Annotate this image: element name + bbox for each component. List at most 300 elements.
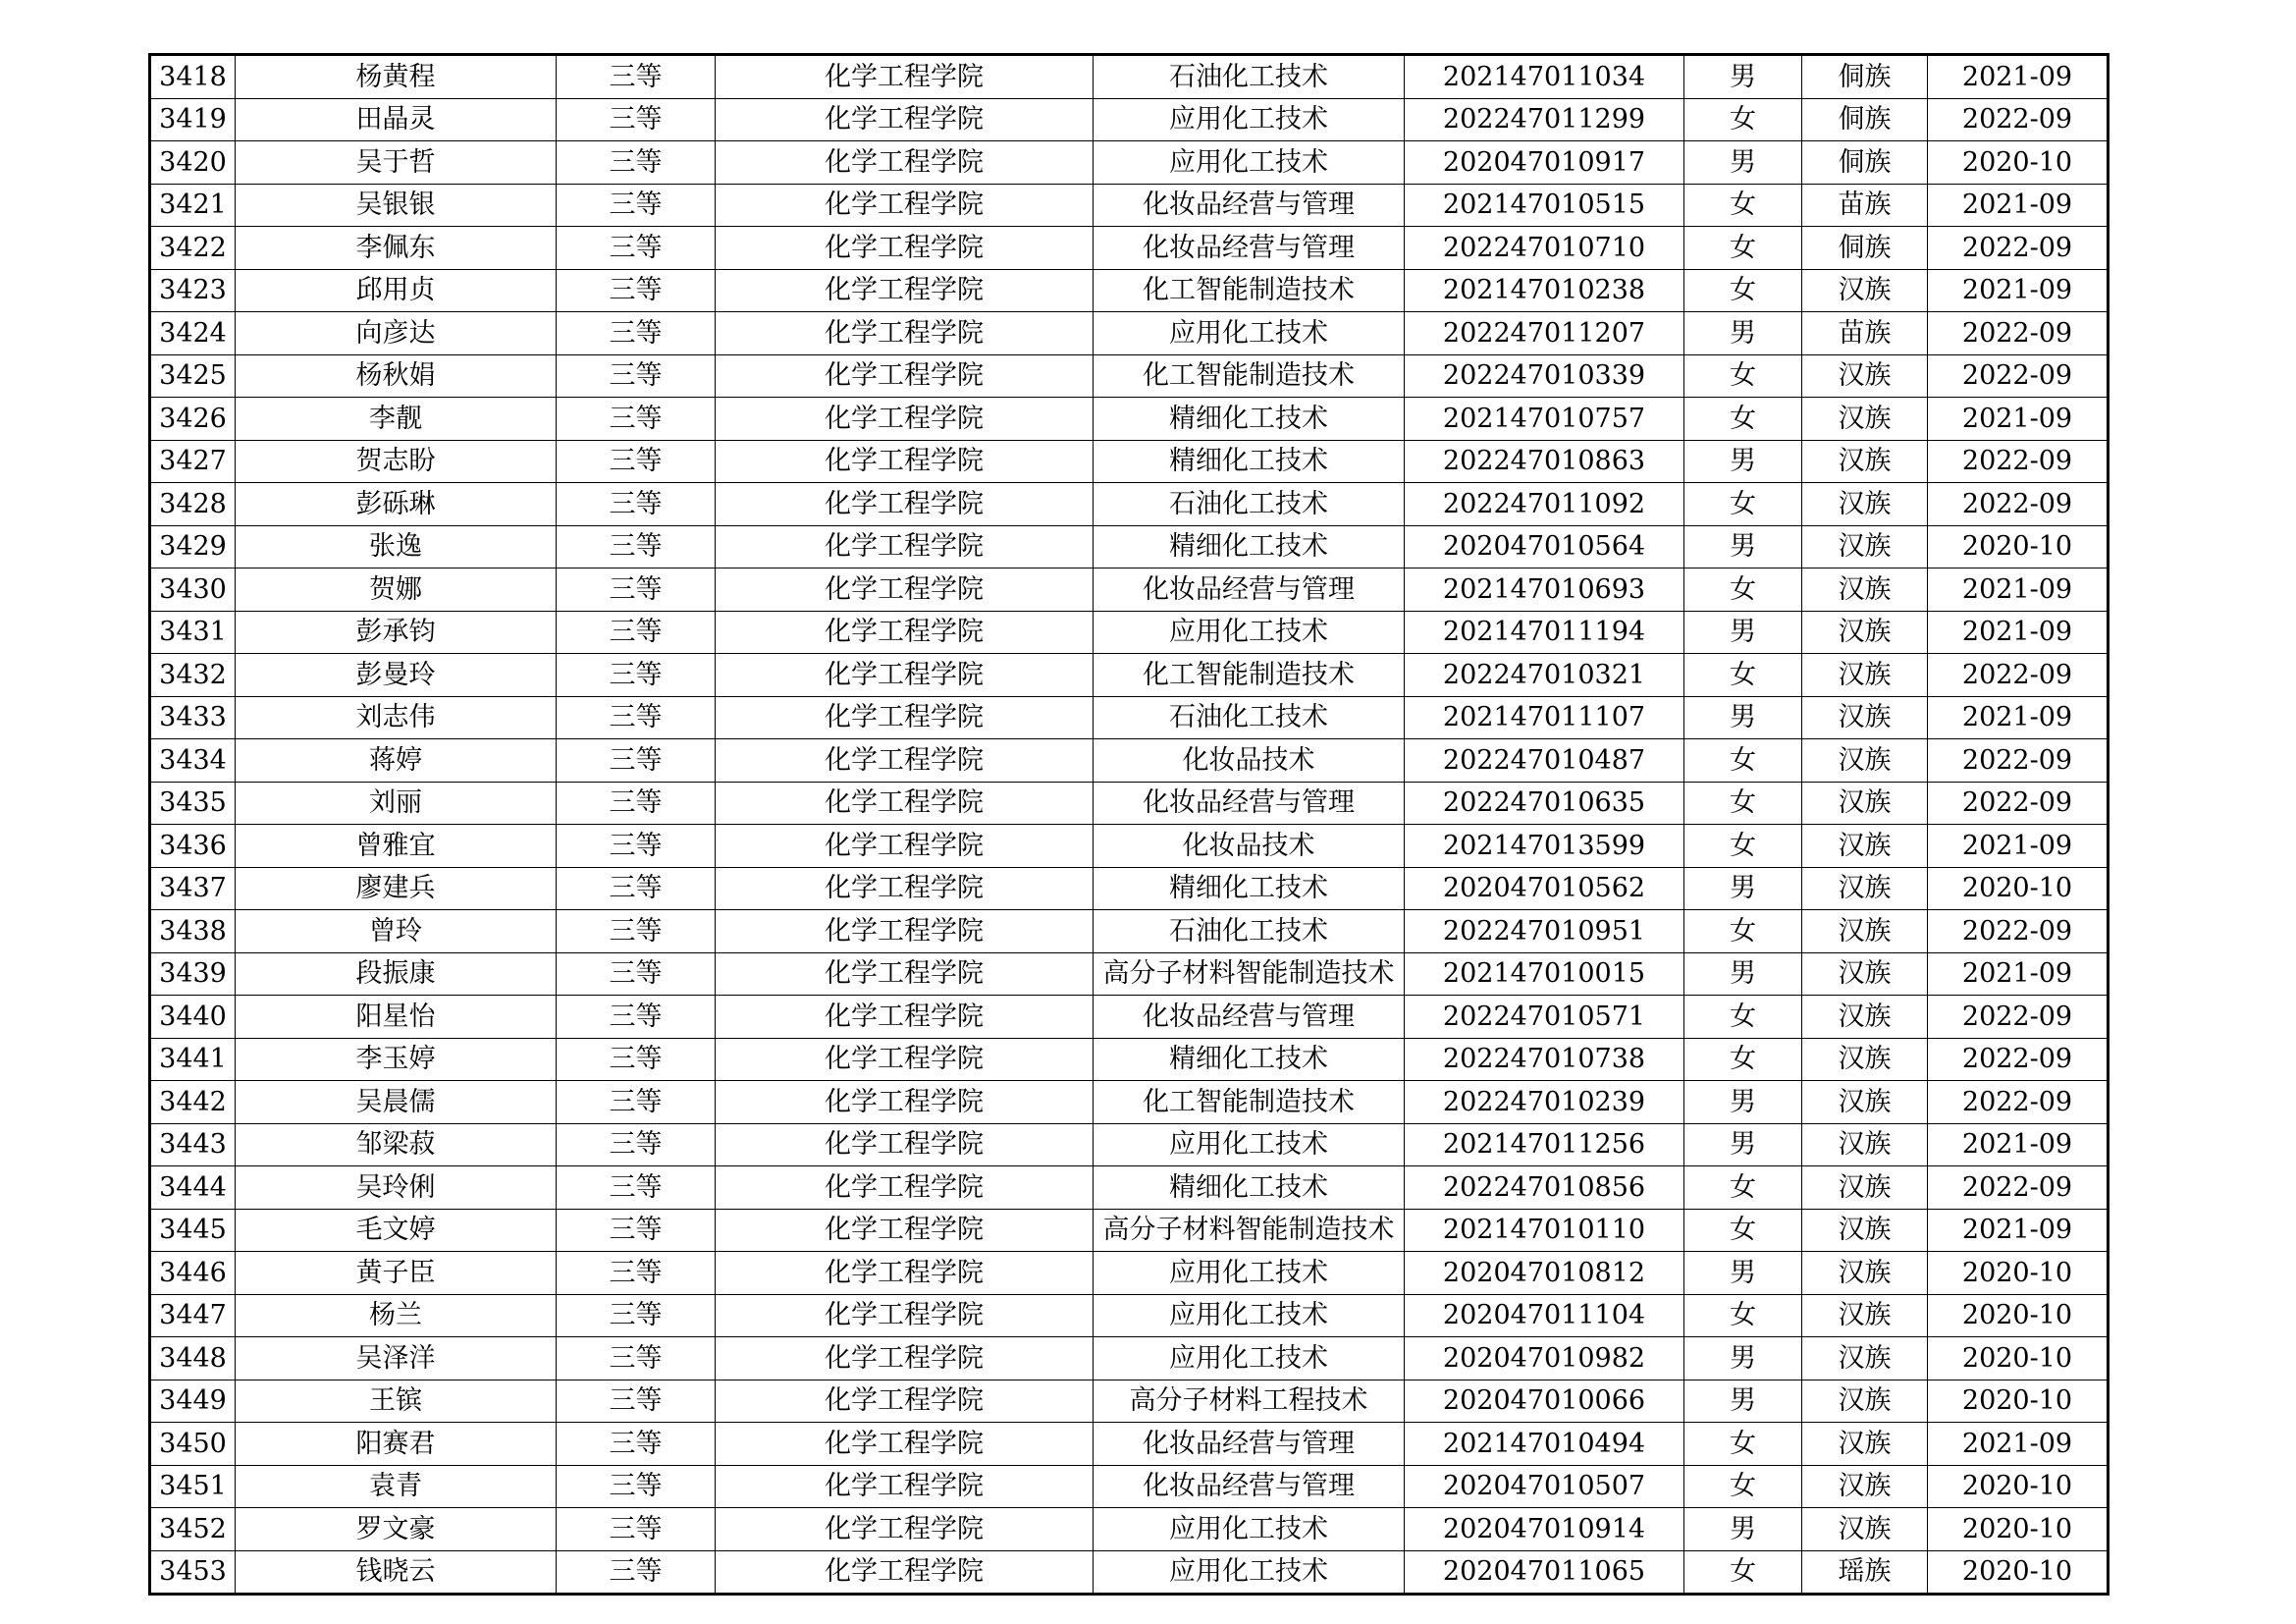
college-cell: 化学工程学院 <box>716 782 1094 825</box>
enrollment-date-cell: 2022-09 <box>1928 98 2109 141</box>
student-id-cell: 202247010951 <box>1405 910 1684 953</box>
award-level-cell: 三等 <box>557 55 716 99</box>
award-level-cell: 三等 <box>557 398 716 441</box>
gender-cell: 女 <box>1684 227 1802 270</box>
college-cell: 化学工程学院 <box>716 825 1094 868</box>
student-name-cell: 刘丽 <box>236 782 557 825</box>
award-level-cell: 三等 <box>557 141 716 185</box>
major-cell: 应用化工技术 <box>1094 1294 1405 1337</box>
enrollment-date-cell: 2021-09 <box>1928 184 2109 227</box>
serial-number-cell: 3450 <box>150 1423 236 1466</box>
ethnicity-cell: 汉族 <box>1802 1337 1928 1380</box>
student-id-cell: 202047010982 <box>1405 1337 1684 1380</box>
student-name-cell: 段振康 <box>236 952 557 996</box>
ethnicity-cell: 汉族 <box>1802 568 1928 612</box>
student-id-cell: 202047010562 <box>1405 867 1684 910</box>
student-name-cell: 向彦达 <box>236 312 557 355</box>
ethnicity-cell: 汉族 <box>1802 996 1928 1039</box>
ethnicity-cell: 汉族 <box>1802 398 1928 441</box>
enrollment-date-cell: 2021-09 <box>1928 1123 2109 1166</box>
college-cell: 化学工程学院 <box>716 611 1094 654</box>
student-id-cell: 202147010015 <box>1405 952 1684 996</box>
enrollment-date-cell: 2020-10 <box>1928 1550 2109 1595</box>
award-level-cell: 三等 <box>557 1380 716 1423</box>
table-row <box>150 1209 2109 1252</box>
serial-number-cell: 3421 <box>150 184 236 227</box>
student-id-cell: 202247011299 <box>1405 98 1684 141</box>
student-name-cell: 曾雅宜 <box>236 825 557 868</box>
award-level-cell: 三等 <box>557 440 716 483</box>
student-name-cell: 毛文婷 <box>236 1209 557 1252</box>
major-cell: 应用化工技术 <box>1094 1123 1405 1166</box>
gender-cell: 女 <box>1684 996 1802 1039</box>
enrollment-date-cell: 2022-09 <box>1928 910 2109 953</box>
major-cell: 化妆品经营与管理 <box>1094 782 1405 825</box>
student-name-cell: 黄子臣 <box>236 1252 557 1295</box>
serial-number-cell: 3444 <box>150 1166 236 1210</box>
gender-cell: 男 <box>1684 55 1802 99</box>
gender-cell: 女 <box>1684 184 1802 227</box>
college-cell: 化学工程学院 <box>716 1465 1094 1508</box>
student-id-cell: 202047011065 <box>1405 1550 1684 1595</box>
student-id-cell: 202047010812 <box>1405 1252 1684 1295</box>
ethnicity-cell: 侗族 <box>1802 55 1928 99</box>
major-cell: 化妆品经营与管理 <box>1094 1423 1405 1466</box>
ethnicity-cell: 汉族 <box>1802 1380 1928 1423</box>
table-row <box>150 354 2109 398</box>
table-row <box>150 1038 2109 1081</box>
college-cell: 化学工程学院 <box>716 1081 1094 1124</box>
ethnicity-cell: 瑶族 <box>1802 1550 1928 1595</box>
student-name-cell: 李玉婷 <box>236 1038 557 1081</box>
enrollment-date-cell: 2021-09 <box>1928 568 2109 612</box>
student-id-cell: 202047010914 <box>1405 1508 1684 1551</box>
student-name-cell: 阳星怡 <box>236 996 557 1039</box>
award-level-cell: 三等 <box>557 483 716 526</box>
gender-cell: 男 <box>1684 867 1802 910</box>
serial-number-cell: 3420 <box>150 141 236 185</box>
college-cell: 化学工程学院 <box>716 1123 1094 1166</box>
major-cell: 应用化工技术 <box>1094 141 1405 185</box>
serial-number-cell: 3425 <box>150 354 236 398</box>
student-id-cell: 202147010110 <box>1405 1209 1684 1252</box>
ethnicity-cell: 汉族 <box>1802 1166 1928 1210</box>
student-id-cell: 202147010515 <box>1405 184 1684 227</box>
major-cell: 化妆品经营与管理 <box>1094 184 1405 227</box>
table-row <box>150 996 2109 1039</box>
gender-cell: 女 <box>1684 1038 1802 1081</box>
gender-cell: 女 <box>1684 739 1802 783</box>
college-cell: 化学工程学院 <box>716 1038 1094 1081</box>
table-row <box>150 739 2109 783</box>
serial-number-cell: 3426 <box>150 398 236 441</box>
major-cell: 精细化工技术 <box>1094 440 1405 483</box>
gender-cell: 女 <box>1684 825 1802 868</box>
serial-number-cell: 3423 <box>150 269 236 312</box>
gender-cell: 男 <box>1684 1252 1802 1295</box>
college-cell: 化学工程学院 <box>716 1209 1094 1252</box>
gender-cell: 男 <box>1684 525 1802 568</box>
serial-number-cell: 3453 <box>150 1550 236 1595</box>
table-row <box>150 1550 2109 1595</box>
gender-cell: 男 <box>1684 312 1802 355</box>
ethnicity-cell: 汉族 <box>1802 1508 1928 1551</box>
ethnicity-cell: 汉族 <box>1802 910 1928 953</box>
enrollment-date-cell: 2022-09 <box>1928 739 2109 783</box>
enrollment-date-cell: 2021-09 <box>1928 55 2109 99</box>
enrollment-date-cell: 2021-09 <box>1928 952 2109 996</box>
serial-number-cell: 3452 <box>150 1508 236 1551</box>
student-id-cell: 202147010238 <box>1405 269 1684 312</box>
serial-number-cell: 3441 <box>150 1038 236 1081</box>
major-cell: 石油化工技术 <box>1094 910 1405 953</box>
award-level-cell: 三等 <box>557 996 716 1039</box>
ethnicity-cell: 汉族 <box>1802 354 1928 398</box>
serial-number-cell: 3443 <box>150 1123 236 1166</box>
major-cell: 应用化工技术 <box>1094 98 1405 141</box>
student-id-cell: 202047010917 <box>1405 141 1684 185</box>
award-level-cell: 三等 <box>557 269 716 312</box>
table-row <box>150 1465 2109 1508</box>
student-id-cell: 202147011034 <box>1405 55 1684 99</box>
student-name-cell: 王镔 <box>236 1380 557 1423</box>
serial-number-cell: 3439 <box>150 952 236 996</box>
gender-cell: 男 <box>1684 696 1802 739</box>
college-cell: 化学工程学院 <box>716 867 1094 910</box>
table-row <box>150 1123 2109 1166</box>
table-row <box>150 141 2109 185</box>
gender-cell: 男 <box>1684 440 1802 483</box>
student-name-cell: 吴玲俐 <box>236 1166 557 1210</box>
college-cell: 化学工程学院 <box>716 568 1094 612</box>
student-id-cell: 202147011107 <box>1405 696 1684 739</box>
gender-cell: 男 <box>1684 1081 1802 1124</box>
ethnicity-cell: 侗族 <box>1802 141 1928 185</box>
serial-number-cell: 3422 <box>150 227 236 270</box>
serial-number-cell: 3424 <box>150 312 236 355</box>
college-cell: 化学工程学院 <box>716 739 1094 783</box>
award-level-cell: 三等 <box>557 1038 716 1081</box>
table-row <box>150 440 2109 483</box>
ethnicity-cell: 汉族 <box>1802 1038 1928 1081</box>
major-cell: 化妆品经营与管理 <box>1094 996 1405 1039</box>
student-id-cell: 202247010239 <box>1405 1081 1684 1124</box>
award-level-cell: 三等 <box>557 184 716 227</box>
serial-number-cell: 3418 <box>150 55 236 99</box>
table-row <box>150 1380 2109 1423</box>
college-cell: 化学工程学院 <box>716 354 1094 398</box>
table-row <box>150 269 2109 312</box>
major-cell: 精细化工技术 <box>1094 1166 1405 1210</box>
table-row <box>150 1252 2109 1295</box>
enrollment-date-cell: 2020-10 <box>1928 1380 2109 1423</box>
table-row <box>150 312 2109 355</box>
ethnicity-cell: 汉族 <box>1802 782 1928 825</box>
serial-number-cell: 3449 <box>150 1380 236 1423</box>
serial-number-cell: 3428 <box>150 483 236 526</box>
enrollment-date-cell: 2020-10 <box>1928 1465 2109 1508</box>
college-cell: 化学工程学院 <box>716 98 1094 141</box>
ethnicity-cell: 汉族 <box>1802 1423 1928 1466</box>
gender-cell: 女 <box>1684 98 1802 141</box>
gender-cell: 女 <box>1684 568 1802 612</box>
student-name-cell: 杨秋娟 <box>236 354 557 398</box>
enrollment-date-cell: 2022-09 <box>1928 1081 2109 1124</box>
student-name-cell: 张逸 <box>236 525 557 568</box>
major-cell: 精细化工技术 <box>1094 1038 1405 1081</box>
major-cell: 高分子材料工程技术 <box>1094 1380 1405 1423</box>
major-cell: 精细化工技术 <box>1094 525 1405 568</box>
enrollment-date-cell: 2020-10 <box>1928 1337 2109 1380</box>
student-name-cell: 邹梁菽 <box>236 1123 557 1166</box>
serial-number-cell: 3419 <box>150 98 236 141</box>
award-level-cell: 三等 <box>557 1550 716 1595</box>
ethnicity-cell: 汉族 <box>1802 696 1928 739</box>
ethnicity-cell: 苗族 <box>1802 312 1928 355</box>
ethnicity-cell: 汉族 <box>1802 440 1928 483</box>
student-name-cell: 吴泽洋 <box>236 1337 557 1380</box>
ethnicity-cell: 汉族 <box>1802 867 1928 910</box>
serial-number-cell: 3438 <box>150 910 236 953</box>
table-row <box>150 910 2109 953</box>
ethnicity-cell: 汉族 <box>1802 654 1928 697</box>
ethnicity-cell: 汉族 <box>1802 1294 1928 1337</box>
table-row <box>150 483 2109 526</box>
serial-number-cell: 3429 <box>150 525 236 568</box>
ethnicity-cell: 汉族 <box>1802 1252 1928 1295</box>
student-name-cell: 彭砾琳 <box>236 483 557 526</box>
enrollment-date-cell: 2022-09 <box>1928 654 2109 697</box>
award-level-cell: 三等 <box>557 867 716 910</box>
ethnicity-cell: 汉族 <box>1802 1081 1928 1124</box>
gender-cell: 女 <box>1684 354 1802 398</box>
table-row <box>150 1423 2109 1466</box>
student-name-cell: 刘志伟 <box>236 696 557 739</box>
ethnicity-cell: 汉族 <box>1802 483 1928 526</box>
enrollment-date-cell: 2021-09 <box>1928 611 2109 654</box>
student-name-cell: 蒋婷 <box>236 739 557 783</box>
student-id-cell: 202047010564 <box>1405 525 1684 568</box>
college-cell: 化学工程学院 <box>716 525 1094 568</box>
student-name-cell: 田晶灵 <box>236 98 557 141</box>
college-cell: 化学工程学院 <box>716 398 1094 441</box>
table-row <box>150 952 2109 996</box>
student-name-cell: 吴银银 <box>236 184 557 227</box>
student-id-cell: 202147010757 <box>1405 398 1684 441</box>
enrollment-date-cell: 2022-09 <box>1928 996 2109 1039</box>
gender-cell: 女 <box>1684 269 1802 312</box>
student-name-cell: 彭承钧 <box>236 611 557 654</box>
enrollment-date-cell: 2020-10 <box>1928 1294 2109 1337</box>
award-level-cell: 三等 <box>557 227 716 270</box>
college-cell: 化学工程学院 <box>716 1166 1094 1210</box>
college-cell: 化学工程学院 <box>716 1423 1094 1466</box>
college-cell: 化学工程学院 <box>716 910 1094 953</box>
ethnicity-cell: 侗族 <box>1802 98 1928 141</box>
gender-cell: 男 <box>1684 1337 1802 1380</box>
enrollment-date-cell: 2020-10 <box>1928 1508 2109 1551</box>
major-cell: 化工智能制造技术 <box>1094 269 1405 312</box>
student-id-cell: 202247011207 <box>1405 312 1684 355</box>
major-cell: 化工智能制造技术 <box>1094 354 1405 398</box>
major-cell: 应用化工技术 <box>1094 1508 1405 1551</box>
major-cell: 化工智能制造技术 <box>1094 1081 1405 1124</box>
student-id-cell: 202247010856 <box>1405 1166 1684 1210</box>
ethnicity-cell: 汉族 <box>1802 1465 1928 1508</box>
table-row <box>150 1081 2109 1124</box>
table-row <box>150 611 2109 654</box>
college-cell: 化学工程学院 <box>716 141 1094 185</box>
enrollment-date-cell: 2022-09 <box>1928 1038 2109 1081</box>
serial-number-cell: 3432 <box>150 654 236 697</box>
table-row <box>150 525 2109 568</box>
award-level-cell: 三等 <box>557 782 716 825</box>
gender-cell: 男 <box>1684 1123 1802 1166</box>
college-cell: 化学工程学院 <box>716 1508 1094 1551</box>
gender-cell: 女 <box>1684 654 1802 697</box>
enrollment-date-cell: 2022-09 <box>1928 483 2109 526</box>
college-cell: 化学工程学院 <box>716 1380 1094 1423</box>
enrollment-date-cell: 2020-10 <box>1928 141 2109 185</box>
college-cell: 化学工程学院 <box>716 952 1094 996</box>
table-row <box>150 696 2109 739</box>
student-name-cell: 李佩东 <box>236 227 557 270</box>
table-row <box>150 1166 2109 1210</box>
student-name-cell: 杨兰 <box>236 1294 557 1337</box>
student-id-cell: 202047010507 <box>1405 1465 1684 1508</box>
serial-number-cell: 3446 <box>150 1252 236 1295</box>
student-name-cell: 李靓 <box>236 398 557 441</box>
table-row <box>150 1294 2109 1337</box>
college-cell: 化学工程学院 <box>716 483 1094 526</box>
enrollment-date-cell: 2021-09 <box>1928 1209 2109 1252</box>
table-row <box>150 568 2109 612</box>
award-level-cell: 三等 <box>557 1508 716 1551</box>
student-id-cell: 202247011092 <box>1405 483 1684 526</box>
student-name-cell: 彭曼玲 <box>236 654 557 697</box>
enrollment-date-cell: 2022-09 <box>1928 227 2109 270</box>
student-name-cell: 廖建兵 <box>236 867 557 910</box>
gender-cell: 女 <box>1684 910 1802 953</box>
table-row <box>150 1337 2109 1380</box>
major-cell: 应用化工技术 <box>1094 1252 1405 1295</box>
award-level-cell: 三等 <box>557 354 716 398</box>
college-cell: 化学工程学院 <box>716 1252 1094 1295</box>
student-id-cell: 202047010066 <box>1405 1380 1684 1423</box>
table-row <box>150 227 2109 270</box>
award-level-cell: 三等 <box>557 611 716 654</box>
table-row <box>150 98 2109 141</box>
student-name-cell: 邱用贞 <box>236 269 557 312</box>
award-level-cell: 三等 <box>557 1423 716 1466</box>
table-row <box>150 867 2109 910</box>
major-cell: 应用化工技术 <box>1094 1337 1405 1380</box>
table-row <box>150 654 2109 697</box>
serial-number-cell: 3436 <box>150 825 236 868</box>
major-cell: 石油化工技术 <box>1094 55 1405 99</box>
student-name-cell: 袁青 <box>236 1465 557 1508</box>
ethnicity-cell: 汉族 <box>1802 269 1928 312</box>
student-name-cell: 贺娜 <box>236 568 557 612</box>
enrollment-date-cell: 2022-09 <box>1928 782 2109 825</box>
student-id-cell: 202247010487 <box>1405 739 1684 783</box>
gender-cell: 男 <box>1684 611 1802 654</box>
serial-number-cell: 3448 <box>150 1337 236 1380</box>
college-cell: 化学工程学院 <box>716 654 1094 697</box>
award-level-cell: 三等 <box>557 1209 716 1252</box>
college-cell: 化学工程学院 <box>716 269 1094 312</box>
ethnicity-cell: 汉族 <box>1802 952 1928 996</box>
student-id-cell: 202247010710 <box>1405 227 1684 270</box>
gender-cell: 男 <box>1684 952 1802 996</box>
major-cell: 应用化工技术 <box>1094 1550 1405 1595</box>
major-cell: 高分子材料智能制造技术 <box>1094 1209 1405 1252</box>
student-name-cell: 曾玲 <box>236 910 557 953</box>
award-level-cell: 三等 <box>557 739 716 783</box>
award-level-cell: 三等 <box>557 1123 716 1166</box>
major-cell: 化妆品技术 <box>1094 825 1405 868</box>
table-row <box>150 825 2109 868</box>
student-name-cell: 杨黄程 <box>236 55 557 99</box>
gender-cell: 女 <box>1684 782 1802 825</box>
award-level-cell: 三等 <box>557 654 716 697</box>
gender-cell: 女 <box>1684 1423 1802 1466</box>
major-cell: 化妆品技术 <box>1094 739 1405 783</box>
enrollment-date-cell: 2022-09 <box>1928 312 2109 355</box>
gender-cell: 男 <box>1684 141 1802 185</box>
serial-number-cell: 3431 <box>150 611 236 654</box>
serial-number-cell: 3437 <box>150 867 236 910</box>
serial-number-cell: 3442 <box>150 1081 236 1124</box>
award-level-cell: 三等 <box>557 98 716 141</box>
major-cell: 高分子材料智能制造技术 <box>1094 952 1405 996</box>
college-cell: 化学工程学院 <box>716 1294 1094 1337</box>
gender-cell: 男 <box>1684 1508 1802 1551</box>
major-cell: 化妆品经营与管理 <box>1094 227 1405 270</box>
gender-cell: 女 <box>1684 1550 1802 1595</box>
award-level-cell: 三等 <box>557 1166 716 1210</box>
student-id-cell: 202147011194 <box>1405 611 1684 654</box>
student-id-cell: 202147013599 <box>1405 825 1684 868</box>
gender-cell: 男 <box>1684 1380 1802 1423</box>
student-id-cell: 202147010494 <box>1405 1423 1684 1466</box>
scholarship-roster-table <box>148 53 2109 1596</box>
award-level-cell: 三等 <box>557 696 716 739</box>
serial-number-cell: 3430 <box>150 568 236 612</box>
serial-number-cell: 3440 <box>150 996 236 1039</box>
enrollment-date-cell: 2020-10 <box>1928 867 2109 910</box>
serial-number-cell: 3451 <box>150 1465 236 1508</box>
enrollment-date-cell: 2021-09 <box>1928 825 2109 868</box>
student-name-cell: 阳赛君 <box>236 1423 557 1466</box>
major-cell: 化妆品经营与管理 <box>1094 568 1405 612</box>
ethnicity-cell: 苗族 <box>1802 184 1928 227</box>
ethnicity-cell: 汉族 <box>1802 1123 1928 1166</box>
table-row <box>150 55 2109 99</box>
student-name-cell: 吴于哲 <box>236 141 557 185</box>
student-id-cell: 202047011104 <box>1405 1294 1684 1337</box>
student-name-cell: 贺志盼 <box>236 440 557 483</box>
student-name-cell: 吴晨儒 <box>236 1081 557 1124</box>
ethnicity-cell: 汉族 <box>1802 611 1928 654</box>
ethnicity-cell: 汉族 <box>1802 825 1928 868</box>
major-cell: 应用化工技术 <box>1094 312 1405 355</box>
enrollment-date-cell: 2020-10 <box>1928 1252 2109 1295</box>
serial-number-cell: 3435 <box>150 782 236 825</box>
serial-number-cell: 3445 <box>150 1209 236 1252</box>
student-id-cell: 202247010339 <box>1405 354 1684 398</box>
table-row <box>150 398 2109 441</box>
